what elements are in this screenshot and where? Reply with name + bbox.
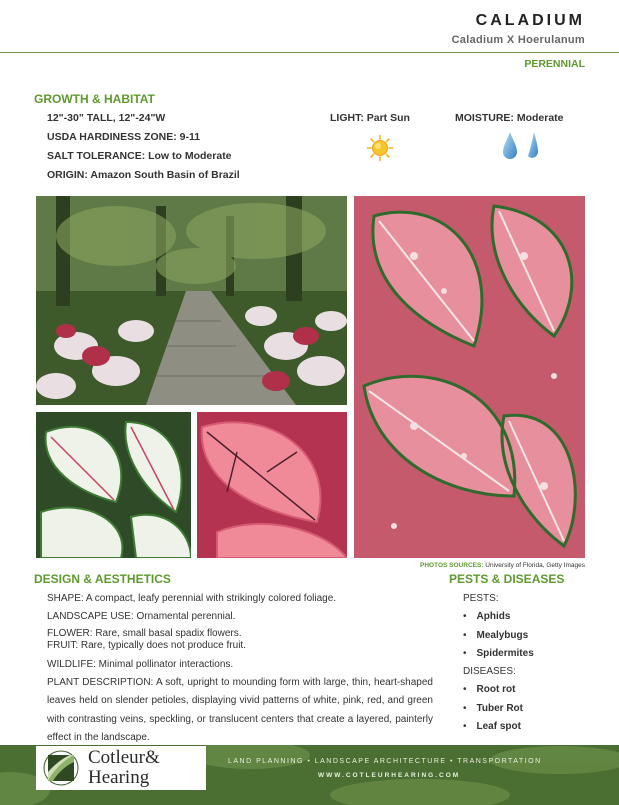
zone-info: USDA HARDINESS ZONE: 9-11 (47, 131, 201, 143)
list-item-label: Tuber Rot (476, 702, 523, 714)
pests-label: PESTS: (463, 593, 499, 604)
salt-info: SALT TOLERANCE: Low to Moderate (47, 150, 232, 162)
white-caladium-photo (36, 412, 191, 558)
list-item-label: Root rot (476, 684, 516, 695)
photo-credit (420, 562, 585, 569)
list-item (463, 721, 521, 732)
garden-path-photo (36, 196, 347, 405)
list-item (463, 611, 510, 622)
flower-text: FLOWER: Rare, small basal spadix flowers. (47, 628, 242, 639)
company-name (88, 748, 160, 788)
photo-credit-label: PHOTOS SOURCES: (420, 562, 484, 569)
pests-heading: PESTS & DISEASES (449, 572, 565, 586)
list-item (463, 703, 523, 714)
footer-url-link[interactable]: WWW.COTLEURHEARING.COM (318, 772, 461, 779)
company-name-line1: Cotleur& (88, 747, 160, 768)
list-item-label: Spidermites (476, 648, 534, 659)
logo-emblem-icon (43, 750, 79, 786)
landscape-use-text: LANDSCAPE USE: Ornamental perennial. (47, 610, 236, 622)
diseases-label: DISEASES: (463, 666, 516, 677)
list-item (463, 648, 534, 659)
bullet-icon: • (463, 629, 467, 641)
shape-text: SHAPE: A compact, leafy perennial with strikingly colored foliage. (47, 593, 337, 604)
wildlife-text: WILDLIFE: Minimal pollinator interactions. (47, 659, 234, 670)
moisture-label: MOISTURE: Moderate (455, 112, 564, 124)
bullet-icon: • (463, 648, 467, 659)
photo-credit-text: University of Florida, Getty Images (485, 562, 585, 569)
bullet-icon: • (463, 684, 467, 695)
company-name-line2: Hearing (88, 767, 150, 788)
origin-info: ORIGIN: Amazon South Basin of Brazil (47, 169, 240, 181)
plant-category: PERENNIAL (524, 58, 585, 70)
list-item-label: Aphids (476, 611, 511, 622)
water-drop-icon (500, 130, 540, 164)
size-info: 12"-30" TALL, 12"-24"W (47, 112, 166, 124)
pink-caladium-photo (197, 412, 347, 558)
list-item-label: Mealybugs (476, 629, 529, 641)
bullet-icon: • (463, 611, 467, 622)
bullet-icon: • (463, 721, 467, 732)
header-divider (0, 52, 619, 53)
caladium-closeup-photo (354, 196, 585, 558)
bullet-icon: • (463, 702, 467, 714)
growth-heading: GROWTH & HABITAT (34, 92, 155, 106)
list-item (463, 630, 528, 641)
footer-services: LAND PLANNING • LANDSCAPE ARCHITECTURE • TRANSPORTATION (228, 758, 542, 765)
design-text (47, 590, 433, 748)
list-item (463, 684, 515, 695)
design-heading: DESIGN & AESTHETICS (34, 572, 171, 586)
botanical-name: Caladium X Hoerulanum (451, 34, 585, 46)
light-label: LIGHT: Part Sun (330, 112, 410, 124)
plant-description-text: PLANT DESCRIPTION: A soft, upright to mounding form with large, thin, heart-shaped leaves held on slender petioles, displaying vivid patterns of white, pink, red, and green with contrasting veins, speckling, or translucent centers that create a layered, painterly effect in the landscape. (47, 676, 433, 743)
plant-title: CALADIUM (475, 12, 585, 29)
list-item-label: Leaf spot (476, 721, 521, 732)
fruit-text: FRUIT: Rare, typically does not produce fruit. (47, 640, 246, 651)
sun-icon (366, 134, 394, 162)
